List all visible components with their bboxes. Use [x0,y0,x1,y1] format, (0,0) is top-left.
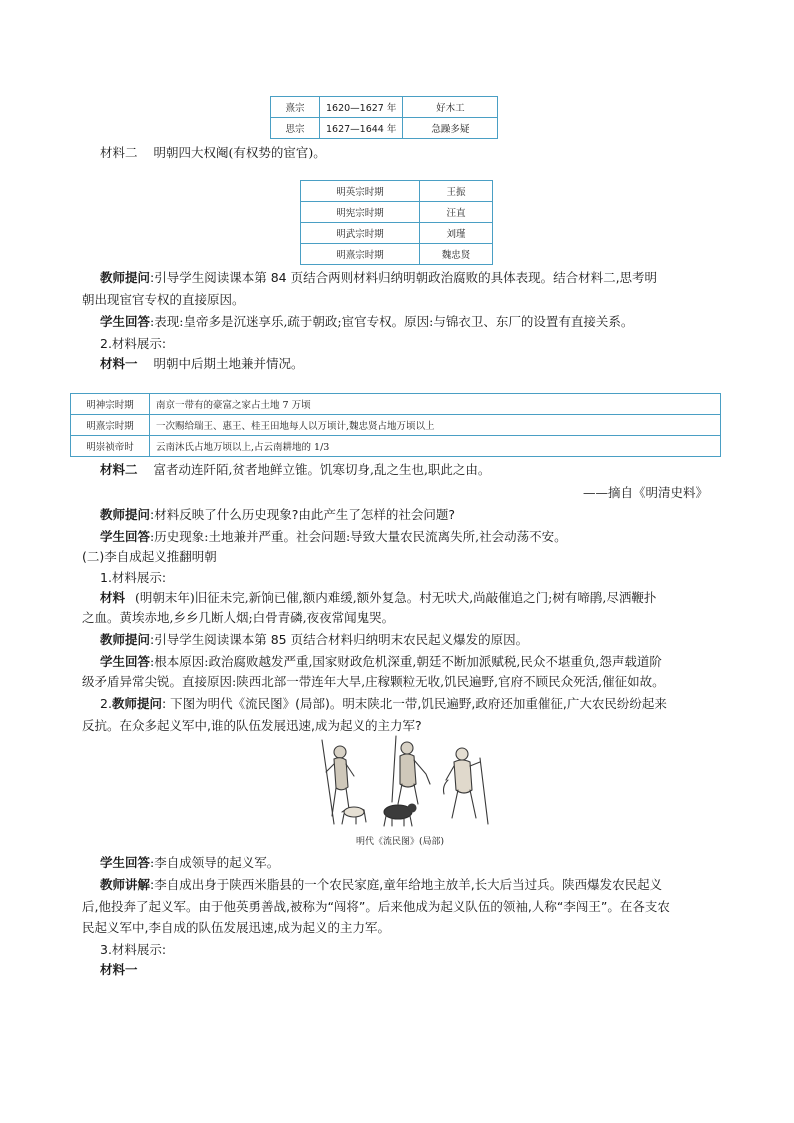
material1-label: 材料一 [100,356,138,371]
table-cell: 刘瑾 [420,223,493,244]
teacher-explain-label: 教师讲解 [100,877,151,892]
answer4-text: :李自成领导的起义军。 [150,855,280,870]
material2b-label: 材料二 [100,462,138,477]
table-row [271,118,498,139]
question1-text: :引导学生阅读课本第 84 页结合两则材料归纳明朝政治腐败的具体表现。结合材料二,思考明 [150,270,658,285]
material3-label: 材料一 [100,962,138,977]
question1-line1 [100,268,720,288]
table-row [71,436,721,457]
question4-text: : 下图为明代《流民图》(局部)。明末陕北一带,饥民遍野,政府还加重催征,广大农民纷纷起来 [161,696,667,711]
answer1-line [100,312,720,332]
answer3-label: 学生回答 [100,654,151,669]
table-cell: 汪直 [420,202,493,223]
material-text: (明朝末年)旧征未完,新饷已催,额内难缓,额外复急。村无吠犬,尚敲催追之门;树有啼鹃,尽洒鞭扑 [135,590,657,605]
question1-label: 教师提问 [100,270,151,285]
question2-line [100,505,720,525]
teacher-explain-line3: 民起义军中,李自成的队伍发展迅速,成为起义的主力军。 [82,920,390,935]
question4-prefix: 2. [100,696,112,711]
answer1-text: :表现:皇帝多是沉迷享乐,疏于朝政;宦官专权。原因:与锦衣卫、东厂的设置有直接关系。 [150,314,634,329]
table-cell: 1627—1644 年 [320,118,403,139]
subsection-1-heading: 1.材料展示: [100,570,167,585]
table-cell: 云南沐氏占地万顷以上,占云南耕地的 1/3 [150,436,721,457]
section-heading-2: (二)李自成起义推翻明朝 [82,549,217,564]
material2b-source: ——摘自《明清史料》 [583,485,709,500]
material-line1 [100,588,720,608]
table-row [301,244,493,265]
question2-text: :材料反映了什么历史现象?由此产生了怎样的社会问题? [150,507,455,522]
table-cell: 明武宗时期 [301,223,420,244]
table-cell: 思宗 [271,118,320,139]
table-cell: 明神宗时期 [71,394,150,415]
question2-label: 教师提问 [100,507,151,522]
refugee-painting-image [312,732,502,832]
table-cell: 明熹宗时期 [71,415,150,436]
question3-line [100,630,720,650]
teacher-explain-line2: 后,他投奔了起义军。由于他英勇善战,被称为“闯将”。后来他成为起义队伍的领袖,人称“李闯王”。在各支农 [82,899,670,914]
table-cell: 明熹宗时期 [301,244,420,265]
figure-caption: 明代《流民图》(局部) [356,837,445,847]
question3-text: :引导学生阅读课本第 85 页结合材料归纳明末农民起义爆发的原因。 [150,632,529,647]
table-cell: 王振 [420,181,493,202]
answer3-line1 [100,652,720,672]
answer1-label: 学生回答 [100,314,151,329]
eunuch-table [300,180,493,265]
table-row [71,415,721,436]
table-cell: 明崇祯帝时 [71,436,150,457]
land-table [70,393,721,457]
table-cell: 熹宗 [271,97,320,118]
subsection-3-heading: 3.材料展示: [100,942,167,957]
material2-label: 材料二 [100,145,138,160]
answer3-line2: 级矛盾异常尖锐。直接原因:陕西北部一带连年大旱,庄稼颗粒无收,饥民遍野,官府不顾民众死活,催征如故。 [82,674,665,689]
question3-label: 教师提问 [100,632,151,647]
question1-line2: 朝出现宦官专权的直接原因。 [82,292,245,307]
material1-text: 明朝中后期土地兼并情况。 [153,356,304,371]
answer2-label: 学生回答 [100,529,151,544]
section-2-heading: 2.材料展示: [100,336,167,351]
material2-text: 明朝四大权阉(有权势的宦官)。 [153,145,326,160]
table-cell: 好木工 [403,97,498,118]
table-row [301,223,493,244]
answer3-text: :根本原因:政治腐败越发严重,国家财政危机深重,朝廷不断加派赋税,民众不堪重负,怨声载道阶 [150,654,662,669]
teacher-explain-text: :李自成出身于陕西米脂县的一个农民家庭,童年给地主放羊,长大后当过兵。陕西爆发农民起义 [150,877,663,892]
answer2-text: :历史现象:土地兼并严重。社会问题:导致大量农民流离失所,社会动荡不安。 [150,529,567,544]
material2b-line [100,460,720,480]
material-label: 材料 [100,590,126,605]
material1-line [100,354,720,374]
table-row [71,394,721,415]
table-row [271,97,498,118]
answer2-line [100,527,720,547]
table-row [301,202,493,223]
table-cell: 南京一带有的豪富之家占土地 7 万顷 [150,394,721,415]
answer4-label: 学生回答 [100,855,151,870]
question4-label: 教师提问 [111,696,162,711]
emperor-table [270,96,498,139]
table-cell: 魏忠贤 [420,244,493,265]
table-cell: 1620—1627 年 [320,97,403,118]
table-cell: 急躁多疑 [403,118,498,139]
material2b-text: 富者动连阡陌,贫者地鲜立锥。饥寒切身,乱之生也,职此之由。 [153,462,491,477]
table-cell: 明宪宗时期 [301,202,420,223]
table-cell: 明英宗时期 [301,181,420,202]
material-line2: 之血。黄埃赤地,乡乡几断人烟;白骨青磷,夜夜常闻鬼哭。 [82,610,395,625]
teacher-explain-line1 [100,875,720,895]
table-cell: 一次赐给瑞王、惠王、桂王田地每人以万顷计,魏忠贤占地万顷以上 [150,415,721,436]
question4-line2: 反抗。在众多起义军中,谁的队伍发展迅速,成为起义的主力军? [82,718,422,733]
answer4-line [100,853,720,873]
question4-line1 [100,694,720,714]
table-row [301,181,493,202]
material2-line [100,143,720,163]
